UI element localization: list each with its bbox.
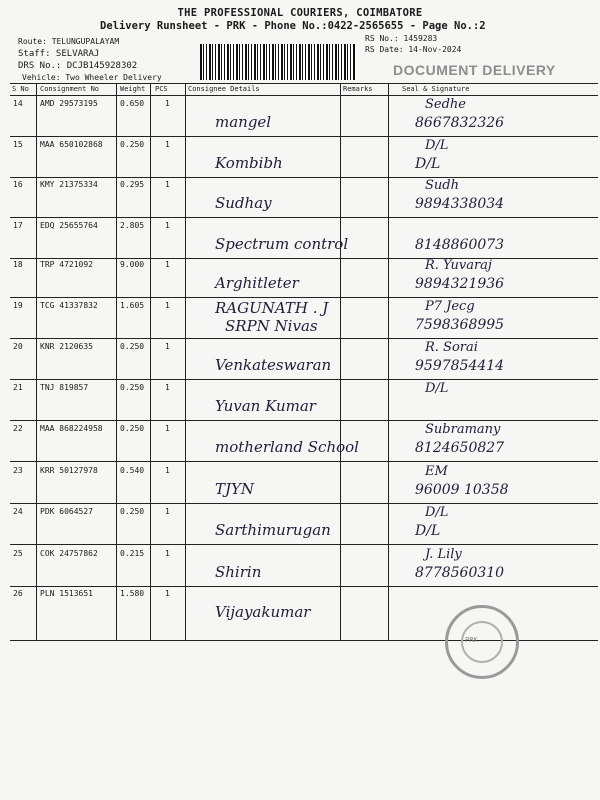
consignment-number: TRP 4721092 [40, 260, 93, 269]
col-consignment: Consignment No [40, 85, 100, 93]
consignee-name: motherland School [215, 438, 359, 456]
vehicle-line: Vehicle: Two Wheeler Delivery [22, 73, 162, 82]
phone-number: 9597854414 [415, 358, 505, 374]
staff-line: Staff: SELVARAJ [18, 49, 100, 59]
table-row [10, 176, 598, 218]
table-row [10, 503, 598, 545]
pieces: 1 [165, 260, 170, 269]
serial-number: 22 [13, 424, 23, 433]
pieces: 1 [165, 549, 170, 558]
phone-number: 96009 10358 [415, 482, 509, 498]
pieces: 1 [165, 180, 170, 189]
serial-number: 26 [13, 589, 23, 598]
table-row [10, 462, 598, 504]
pieces: 1 [165, 99, 170, 108]
weight: 1.605 [120, 301, 145, 310]
consignee-name: RAGUNATH . J [215, 299, 329, 317]
pieces: 1 [165, 221, 170, 230]
serial-number: 21 [13, 383, 23, 392]
col-weight: Weight [120, 85, 146, 93]
weight: 0.250 [120, 140, 145, 149]
phone-number: D/L [415, 156, 441, 172]
company-title: THE PROFESSIONAL COURIERS, COIMBATORE [177, 7, 423, 19]
table-row [10, 256, 598, 298]
signature: Subramany [425, 422, 501, 437]
serial-number: 14 [13, 99, 23, 108]
weight: 0.250 [120, 507, 145, 516]
table-row [10, 136, 598, 178]
consignee-name: Kombibh [215, 154, 283, 172]
delivery-table [10, 83, 598, 621]
signature: R. Sorai [425, 340, 478, 355]
table-row [10, 297, 598, 339]
signature: R. Yuvaraj [425, 258, 492, 273]
consignee-name: Spectrum control [215, 235, 349, 253]
pieces: 1 [165, 342, 170, 351]
phone-number: D/L [415, 523, 441, 539]
signature: Sedhe [425, 97, 466, 112]
weight: 0.295 [120, 180, 145, 189]
document-delivery-stamp: DOCUMENT DELIVERY [393, 62, 556, 78]
pieces: 1 [165, 507, 170, 516]
consignee-name: Venkateswaran [215, 356, 332, 374]
pieces: 1 [165, 589, 170, 598]
serial-number: 16 [13, 180, 23, 189]
signature: P7 Jecg [425, 299, 475, 314]
consignee-name: Sarthimurugan [215, 521, 331, 539]
phone-number: 8148860073 [415, 237, 505, 253]
weight: 0.215 [120, 549, 145, 558]
serial-number: 25 [13, 549, 23, 558]
consignee-name: Arghitleter [215, 274, 299, 292]
consignee-address: SRPN Nivas [225, 317, 318, 335]
consignment-number: KNR 2120635 [40, 342, 93, 351]
pieces: 1 [165, 466, 170, 475]
runsheet-subtitle: Delivery Runsheet - PRK - Phone No.:0422-2565655 - Page No.:2 [100, 20, 486, 32]
serial-number: 18 [13, 260, 23, 269]
serial-number: 20 [13, 342, 23, 351]
table-row [10, 379, 598, 421]
pieces: 1 [165, 140, 170, 149]
barcode [200, 44, 356, 80]
col-sno: S No [12, 85, 29, 93]
serial-number: 19 [13, 301, 23, 310]
weight: 2.805 [120, 221, 145, 230]
seal-text: PRK [465, 636, 478, 644]
rs-date: RS Date: 14-Nov-2024 [365, 45, 462, 54]
consignment-number: PLN 1513651 [40, 589, 93, 598]
weight: 0.650 [120, 99, 145, 108]
serial-number: 15 [13, 140, 23, 149]
rs-number: RS No.: 1459283 [365, 34, 438, 43]
table-row [10, 338, 598, 380]
phone-number: 7598368995 [415, 317, 505, 333]
consignee-name: mangel [215, 113, 272, 131]
serial-number: 17 [13, 221, 23, 230]
phone-number: 8124650827 [415, 440, 505, 456]
weight: 0.250 [120, 342, 145, 351]
pieces: 1 [165, 424, 170, 433]
table-row [10, 95, 598, 137]
drs-line: DRS No.: DCJB145928302 [18, 61, 138, 71]
courier-seal-stamp [445, 605, 519, 679]
table-row [10, 420, 598, 462]
phone-number: 8667832326 [415, 115, 505, 131]
table-row [10, 545, 598, 587]
consignee-name: Sudhay [215, 194, 272, 212]
consignee-name: Shirin [215, 563, 262, 581]
consignment-number: MAA 650102868 [40, 140, 103, 149]
consignment-number: MAA 868224958 [40, 424, 103, 433]
consignee-name: Yuvan Kumar [215, 397, 316, 415]
signature: EM [425, 464, 448, 479]
pieces: 1 [165, 383, 170, 392]
consignment-number: KRR 50127978 [40, 466, 98, 475]
col-remarks: Remarks [343, 85, 373, 93]
phone-number: 8778560310 [415, 565, 505, 581]
consignment-number: TNJ 819857 [40, 383, 89, 392]
signature: J. Lily [425, 547, 462, 562]
consignment-number: COK 24757862 [40, 549, 98, 558]
consignment-number: EDQ 25655764 [40, 221, 98, 230]
consignment-number: AMD 29573195 [40, 99, 98, 108]
weight: 9.000 [120, 260, 145, 269]
col-signature: Seal & Signature [402, 85, 470, 93]
table-row [10, 217, 598, 259]
consignment-number: TCG 41337832 [40, 301, 98, 310]
col-pcs: PCS [155, 85, 168, 93]
consignment-number: PDK 6064527 [40, 507, 93, 516]
signature: D/L [425, 381, 449, 396]
consignee-name: TJYN [215, 480, 255, 498]
pieces: 1 [165, 301, 170, 310]
consignment-number: KMY 21375334 [40, 180, 98, 189]
weight: 0.540 [120, 466, 145, 475]
phone-number: 9894321936 [415, 276, 505, 292]
phone-number: 9894338034 [415, 196, 505, 212]
route-line: Route: TELUNGUPALAYAM [18, 37, 120, 46]
weight: 1.580 [120, 589, 145, 598]
signature: Sudh [425, 178, 459, 193]
consignee-name: Vijayakumar [215, 603, 311, 621]
weight: 0.250 [120, 424, 145, 433]
signature: D/L [425, 138, 449, 153]
col-consignee: Consignee Details [188, 85, 260, 93]
weight: 0.250 [120, 383, 145, 392]
serial-number: 24 [13, 507, 23, 516]
signature: D/L [425, 505, 449, 520]
serial-number: 23 [13, 466, 23, 475]
